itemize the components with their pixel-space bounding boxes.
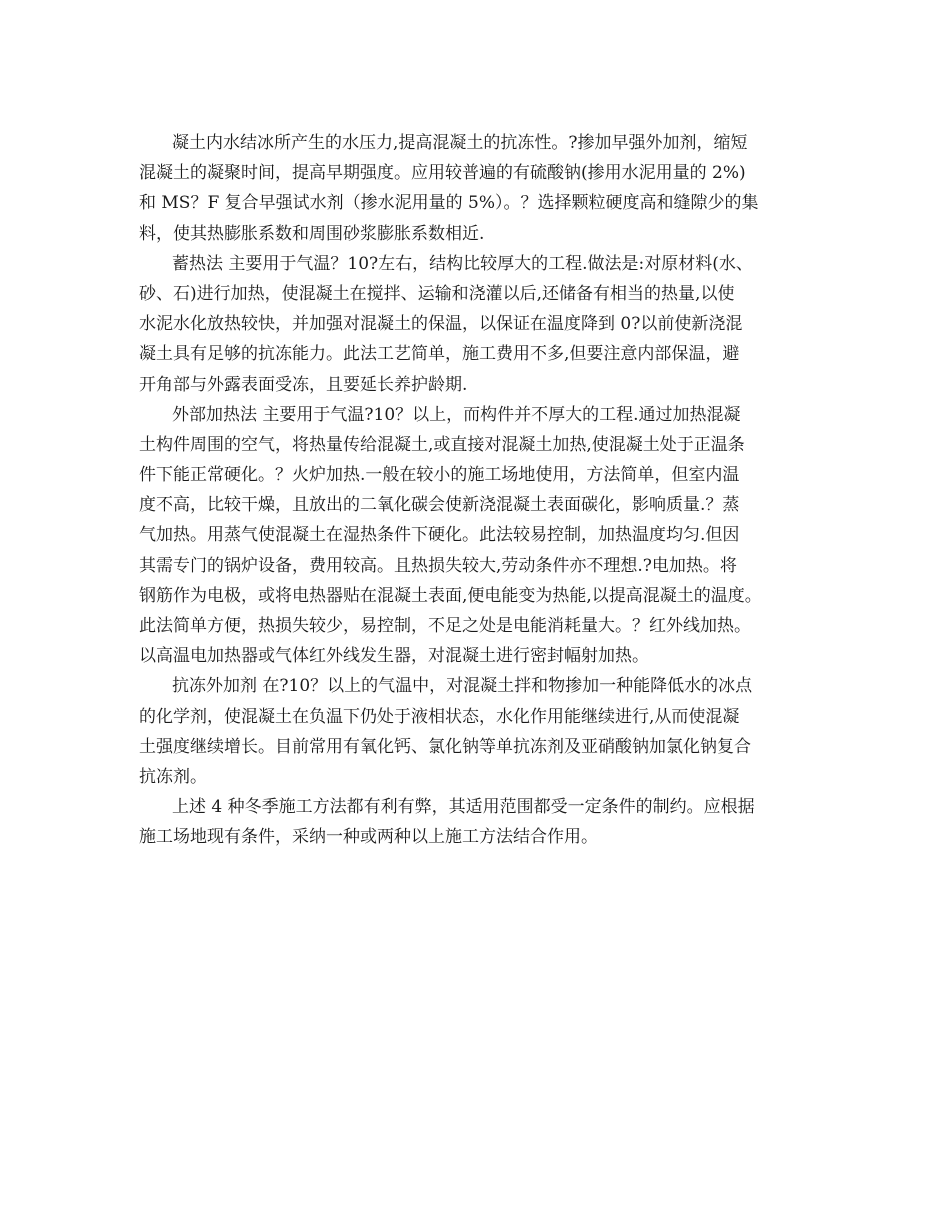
paragraph-early-strength <box>139 128 829 249</box>
text-line: 混凝土的凝聚时间，提高早期强度。应用较普遍的有硫酸钠(掺用水泥用量的 2%) <box>139 163 746 184</box>
text-line: 和 MS？F 复合早强试水剂（掺水泥用量的 5%）。？选择颗粒硬度高和缝隙少的集 <box>139 193 759 214</box>
text-line: 外部加热法 主要用于气温?10？以上，而构件并不厚大的工程.通过加热混凝 <box>172 404 741 425</box>
text-line: 施工场地现有条件，采纳一种或两种以上施工方法结合作用。 <box>139 827 598 848</box>
text-line: 土构件周围的空气，将热量传给混凝土,或直接对混凝土加热,使混凝土处于正温条 <box>139 434 745 455</box>
text-line: 凝土具有足够的抗冻能力。此法工艺简单，施工费用不多,但要注意内部保温，避 <box>139 344 740 365</box>
paragraph-external-heating-method <box>139 400 829 672</box>
text-line: 开角部与外露表面受冻，且要延长养护龄期. <box>139 374 468 395</box>
text-line: 凝土内水结冰所产生的水压力,提高混凝土的抗冻性。?掺加早强外加剂，缩短 <box>172 133 748 153</box>
text-line: 以高温电加热器或气体红外线发生器，对混凝土进行密封幅射加热。 <box>139 646 649 667</box>
text-line: 砂、石)进行加热，使混凝土在搅拌、运输和浇灌以后,还储备有相当的热量,以使 <box>139 283 735 304</box>
paragraph-antifreeze-admixture <box>139 671 829 792</box>
text-line: 其需专门的锅炉设备，费用较高。且热损失较大,劳动条件亦不理想.?电加热。将 <box>139 555 737 576</box>
text-line: 的化学剂，使混凝土在负温下仍处于液相状态，水化作用能继续进行,从而使混凝 <box>139 706 740 727</box>
text-line: 上述 4 种冬季施工方法都有利有弊，其适用范围都受一定条件的制约。应根据 <box>172 797 755 818</box>
paragraph-conclusion <box>139 792 829 852</box>
text-line: 气加热。用蒸气使混凝土在湿热条件下硬化。此法较易控制，加热温度均匀.但因 <box>139 525 740 546</box>
text-line: 料，使其热膨胀系数和周围砂浆膨胀系数相近. <box>139 223 485 244</box>
text-line: 抗冻外加剂 在?10？以上的气温中，对混凝土拌和物掺加一种能降低水的冰点 <box>172 676 753 697</box>
text-line: 土强度继续增长。目前常用有氧化钙、氯化钠等单抗冻剂及亚硝酸钠加氯化钠复合 <box>139 736 751 757</box>
text-line: 抗冻剂。 <box>139 766 207 787</box>
text-line: 蓄热法 主要用于气温？10?左右，结构比较厚大的工程.做法是:对原材料(水、 <box>172 253 753 274</box>
text-line: 钢筋作为电极，或将电热器贴在混凝土表面,便电能变为热能,以提高混凝土的温度。 <box>139 585 762 606</box>
text-line: 此法简单方便，热损失较少，易控制，不足之处是电能消耗量大。？红外线加热。 <box>139 616 751 636</box>
text-line: 件下能正常硬化。？火炉加热.一般在较小的施工场地使用，方法简单，但室内温 <box>139 465 740 486</box>
text-line: 水泥水化放热较快，并加强对混凝土的保温，以保证在温度降到 0?以前使新浇混 <box>139 314 743 335</box>
paragraph-heat-storage-method <box>139 249 829 400</box>
text-line: 度不高，比较干燥，且放出的二氧化碳会使新浇混凝土表面碳化，影响质量.？蒸 <box>139 495 740 516</box>
document-body <box>139 128 829 853</box>
